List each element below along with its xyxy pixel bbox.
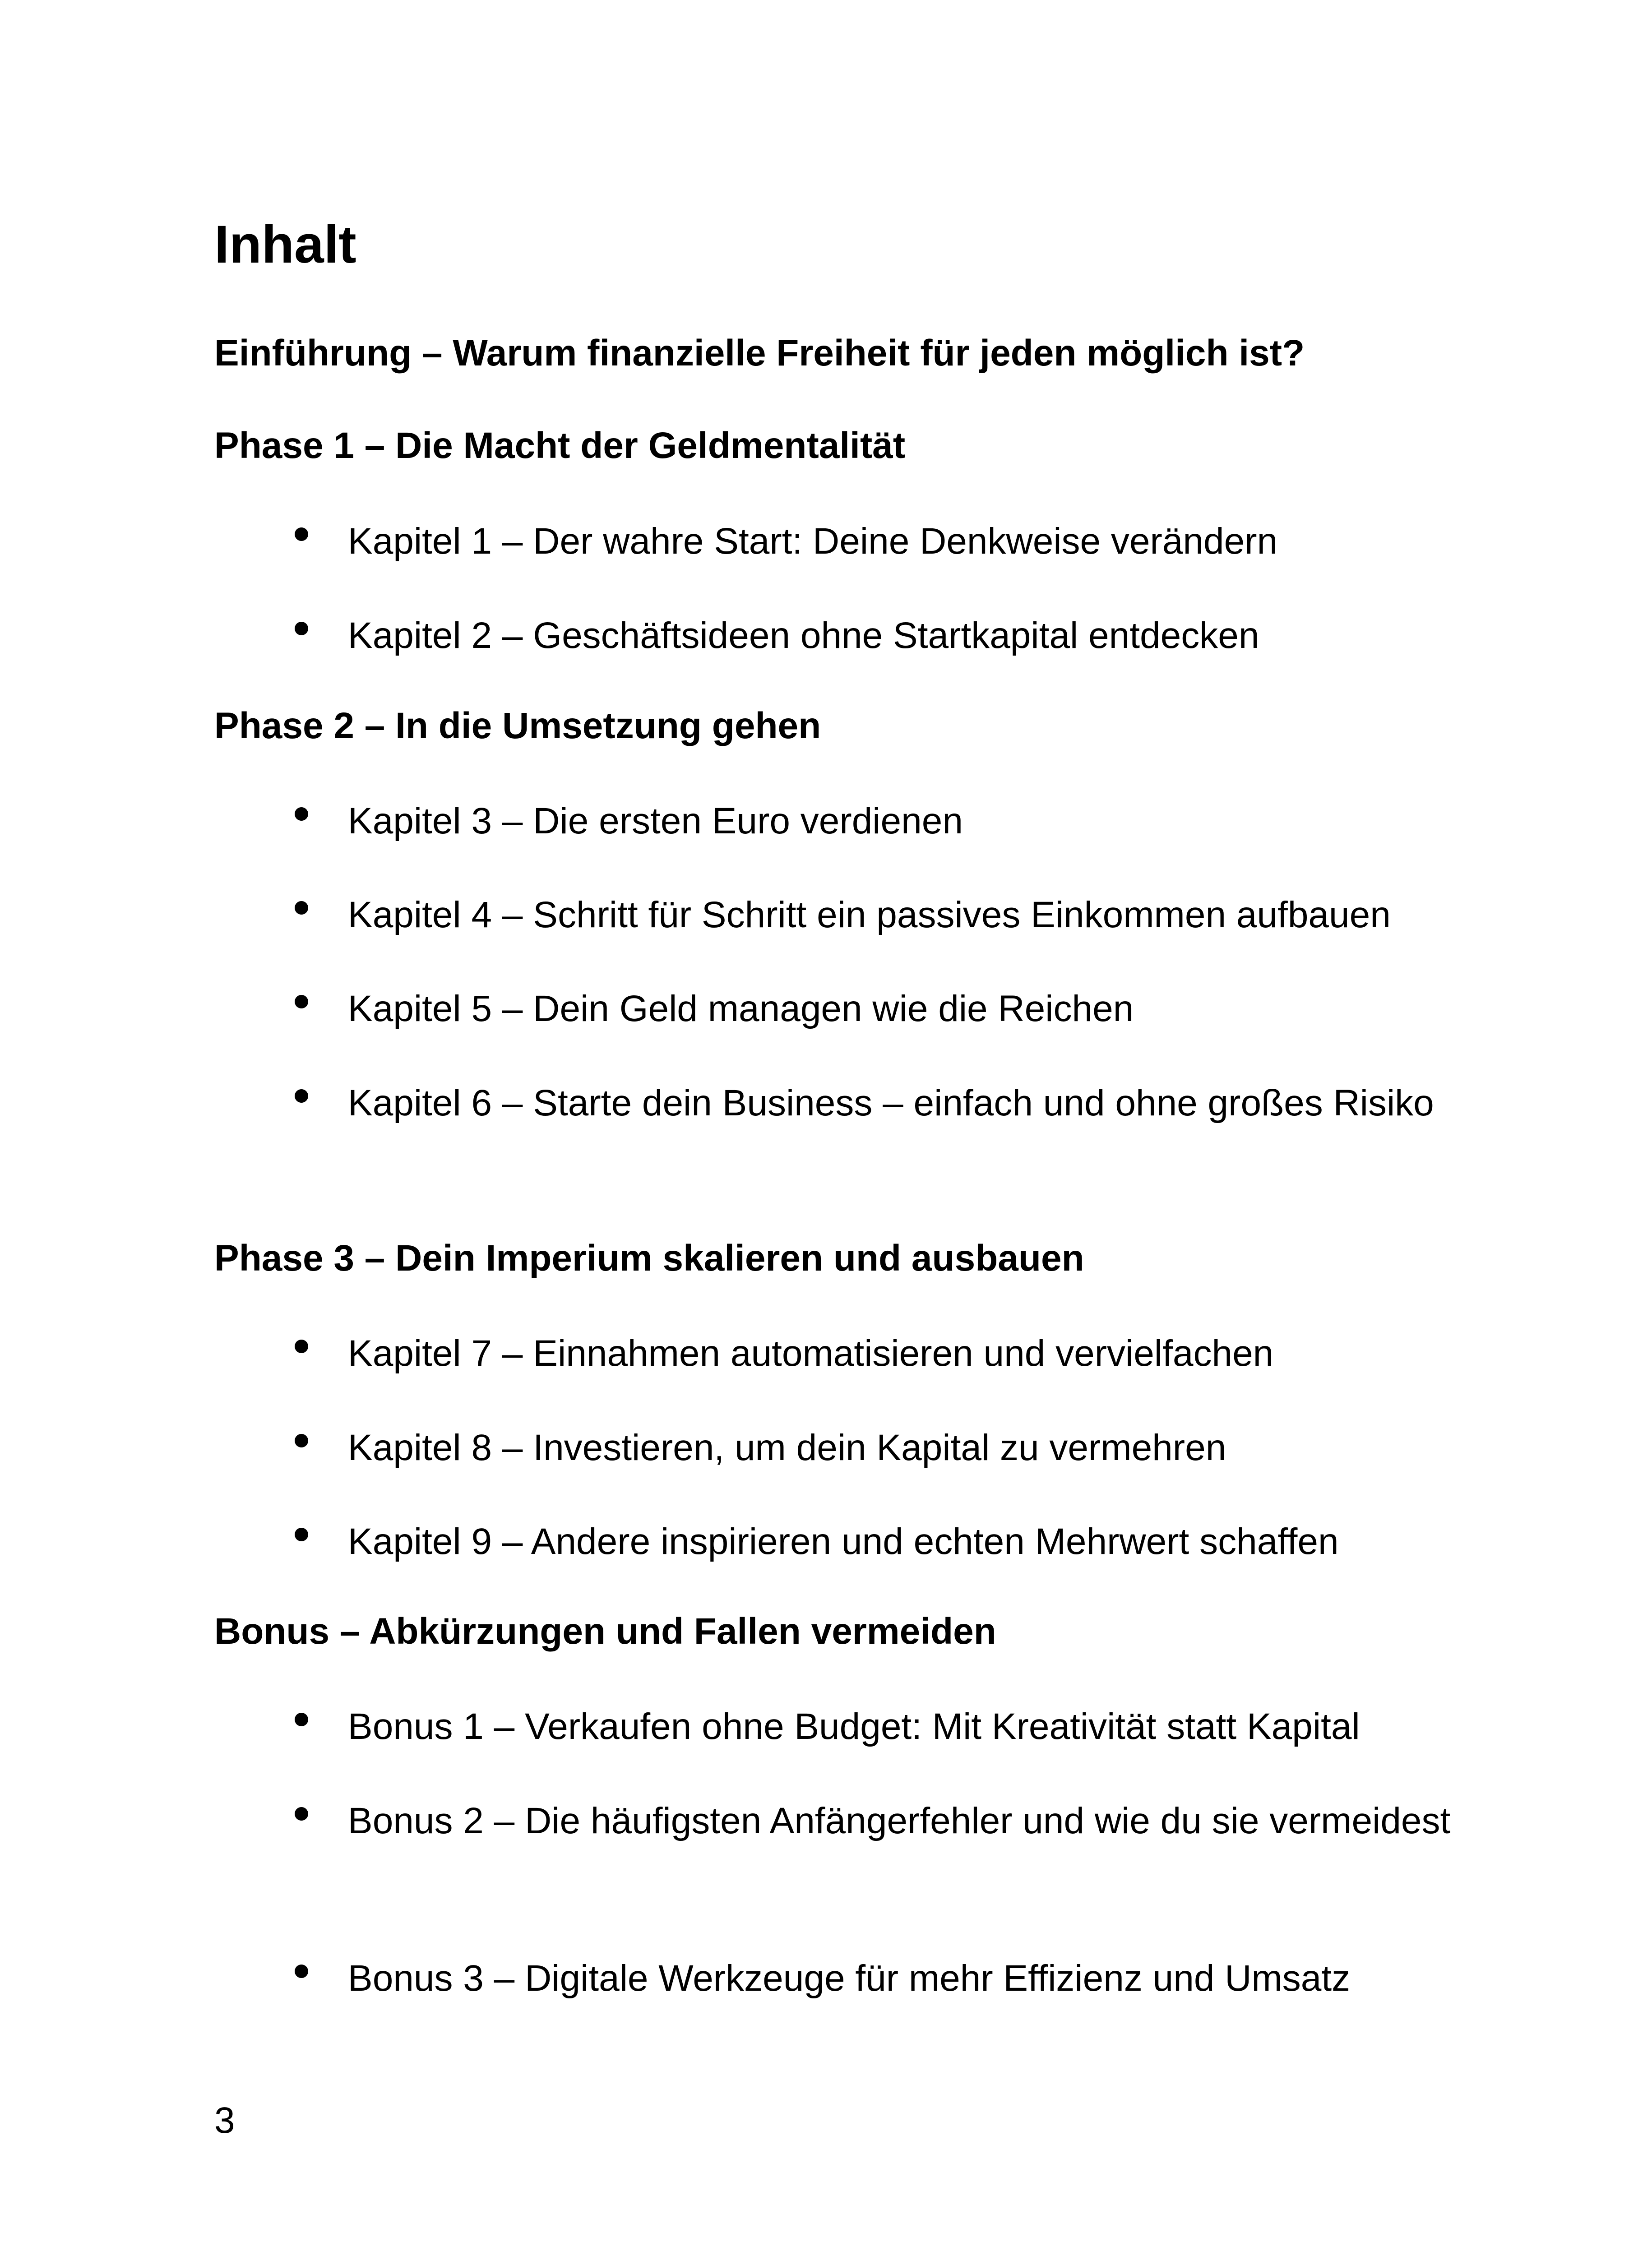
toc-entry-text: Kapitel 8 – Investieren, um dein Kapital zu vermehren — [348, 1427, 1226, 1468]
page-title: Inhalt — [214, 215, 356, 274]
toc-entry-text: Kapitel 1 – Der wahre Start: Deine Denkweise verändern — [348, 521, 1278, 562]
toc-phase3-heading: Phase 3 – Dein Imperium skalieren und ausbauen — [214, 1238, 1084, 1279]
bullet-icon — [295, 1089, 308, 1103]
toc-intro-heading: Einführung – Warum finanzielle Freiheit für jeden möglich ist? — [214, 333, 1305, 374]
toc-phase1-heading: Phase 1 – Die Macht der Geldmentalität — [214, 425, 906, 466]
bullet-icon — [295, 1434, 308, 1447]
bullet-icon — [295, 1528, 308, 1541]
toc-entry-text: Kapitel 3 – Die ersten Euro verdienen — [348, 800, 963, 841]
bullet-icon — [295, 1713, 308, 1726]
toc-entry-text: Kapitel 6 – Starte dein Business – einfach und ohne großes Risiko — [348, 1082, 1434, 1123]
bullet-icon — [295, 901, 308, 915]
page-number: 3 — [214, 2100, 235, 2141]
toc-entry-text: Kapitel 2 – Geschäftsideen ohne Startkapital entdecken — [348, 615, 1259, 656]
toc-entry-text: Kapitel 4 – Schritt für Schritt ein passives Einkommen aufbauen — [348, 894, 1391, 935]
bullet-icon — [295, 622, 308, 635]
toc-entry-text: Bonus 2 – Die häufigsten Anfängerfehler und wie du sie vermeidest — [348, 1800, 1451, 1841]
bullet-icon — [295, 1340, 308, 1353]
toc-entry-text: Kapitel 9 – Andere inspirieren und echten Mehrwert schaffen — [348, 1521, 1339, 1562]
bullet-icon — [295, 1965, 308, 1978]
toc-entry-text: Bonus 3 – Digitale Werkzeuge für mehr Effizienz und Umsatz — [348, 1958, 1351, 1999]
bullet-icon — [295, 527, 308, 541]
toc-entry-text: Bonus 1 – Verkaufen ohne Budget: Mit Kreativität statt Kapital — [348, 1706, 1360, 1747]
toc-bonus-heading: Bonus – Abkürzungen und Fallen vermeiden — [214, 1611, 996, 1652]
toc-entry-text: Kapitel 5 – Dein Geld managen wie die Reichen — [348, 988, 1134, 1029]
bullet-icon — [295, 807, 308, 821]
toc-phase2-heading: Phase 2 – In die Umsetzung gehen — [214, 705, 821, 746]
toc-entry-text: Kapitel 7 – Einnahmen automatisieren und vervielfachen — [348, 1333, 1274, 1374]
bullet-icon — [295, 995, 308, 1008]
bullet-icon — [295, 1807, 308, 1821]
